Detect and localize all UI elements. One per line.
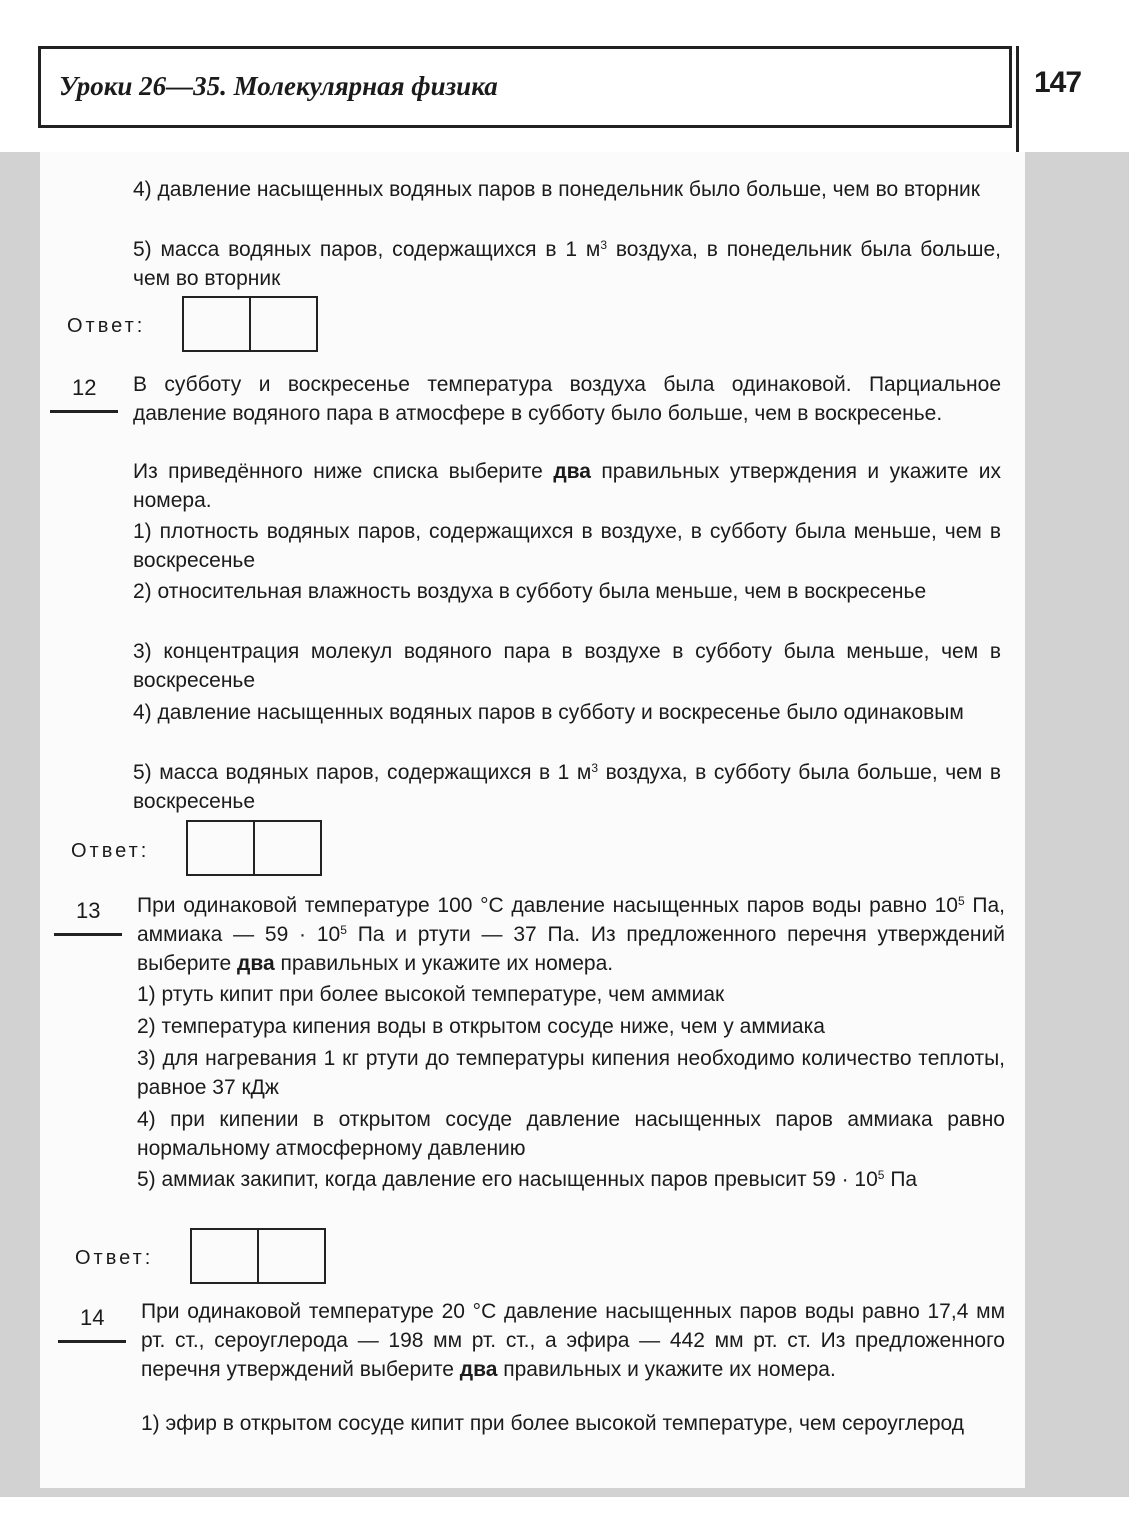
answer-cell[interactable] bbox=[184, 298, 249, 350]
answer-label: Ответ: bbox=[71, 840, 150, 862]
answer-box-q13 bbox=[190, 1228, 326, 1284]
q13-option-3: 3) для нагревания 1 кг ртути до температуры кипения необходимо количество теплоты, равное 37 кДж bbox=[137, 1047, 1005, 1099]
q14-option-1: 1) эфир в открытом сосуде кипит при более высокой температуре, чем сероуглерод bbox=[141, 1412, 965, 1435]
section-header bbox=[38, 46, 1012, 128]
answer-cell[interactable] bbox=[257, 1230, 324, 1282]
q12-option-5: 5) масса водяных паров, содержащихся в 1 $м^3$ воздуха, в субботу была больше, чем в воскресенье bbox=[133, 761, 1001, 813]
question-number-rule bbox=[54, 933, 122, 936]
question-number-rule bbox=[50, 410, 118, 413]
section-title: Уроки 26—35. Молекулярная физика bbox=[59, 71, 498, 101]
q13-option-5: 5) аммиак закипит, когда давление его насыщенных паров превысит $59 \cdot 10^5$ Па bbox=[137, 1168, 918, 1191]
answer-label: Ответ: bbox=[75, 1247, 154, 1269]
q12-option-1: 1) плотность водяных паров, содержащихся в воздухе, в субботу была меньше, чем в воскресенье bbox=[133, 520, 1001, 572]
page-number: 147 bbox=[1034, 66, 1082, 99]
header-divider bbox=[1016, 46, 1019, 152]
answer-cell[interactable] bbox=[188, 822, 253, 874]
q12-option-4: 4) давление насыщенных водяных паров в субботу и воскресенье было одинаковым bbox=[133, 701, 964, 724]
q11-option-5: 5) масса водяных паров, содержащихся в 1 $м^3$ воздуха, в понедельник была больше, чем во вторник bbox=[133, 238, 1002, 290]
question-number: 12 bbox=[72, 375, 97, 400]
q13-option-1: 1) ртуть кипит при более высокой температуре, чем аммиак bbox=[137, 983, 725, 1006]
q12-text: В субботу и воскресенье температура воздуха была одинаковой. Парциальное давление водяного пара в атмосфере в субботу было больше, чем в воскресенье. bbox=[133, 373, 1001, 425]
q13-text: При одинаковой температуре 100 °С давление насыщенных паров воды равно $10^5$ Па, аммиака — $59 \cdot 10^5$ Па и ртути — 37 Па. Из предложенного перечня утверждений выберите два правильных и укажите их номера. bbox=[137, 894, 1005, 975]
q13-option-4: 4) при кипении в открытом сосуде давление насыщенных паров аммиака равно нормальному атмосферному давлению bbox=[137, 1108, 1005, 1160]
question-number-rule bbox=[58, 1340, 126, 1343]
question-number: 14 bbox=[80, 1305, 105, 1330]
q13-option-2: 2) температура кипения воды в открытом сосуде ниже, чем у аммиака bbox=[137, 1015, 825, 1038]
q14-text: При одинаковой температуре 20 °С давление насыщенных паров воды равно 17,4 мм рт. ст., сероуглерода — 198 мм рт. ст., а эфира — 442 мм рт. ст. Из предложенного перечня утверждений выберите два правильных и укажите их номера. bbox=[141, 1300, 1005, 1381]
answer-cell[interactable] bbox=[249, 298, 316, 350]
answer-label: Ответ: bbox=[67, 315, 146, 337]
q12-instruction: Из приведённого ниже списка выберите два правильных утверждения и укажите их номера. bbox=[133, 460, 1001, 512]
q11-option-4: 4) давление насыщенных водяных паров в понедельник было больше, чем во вторник bbox=[133, 178, 980, 201]
answer-cell[interactable] bbox=[192, 1230, 257, 1282]
answer-box-q12 bbox=[186, 820, 322, 876]
answer-cell[interactable] bbox=[253, 822, 320, 874]
answer-box-q11 bbox=[182, 296, 318, 352]
question-number: 13 bbox=[76, 898, 101, 923]
q12-option-3: 3) концентрация молекул водяного пара в воздухе в субботу была меньше, чем в воскресенье bbox=[133, 640, 1001, 692]
q12-option-2: 2) относительная влажность воздуха в субботу была меньше, чем в воскресенье bbox=[133, 580, 927, 603]
